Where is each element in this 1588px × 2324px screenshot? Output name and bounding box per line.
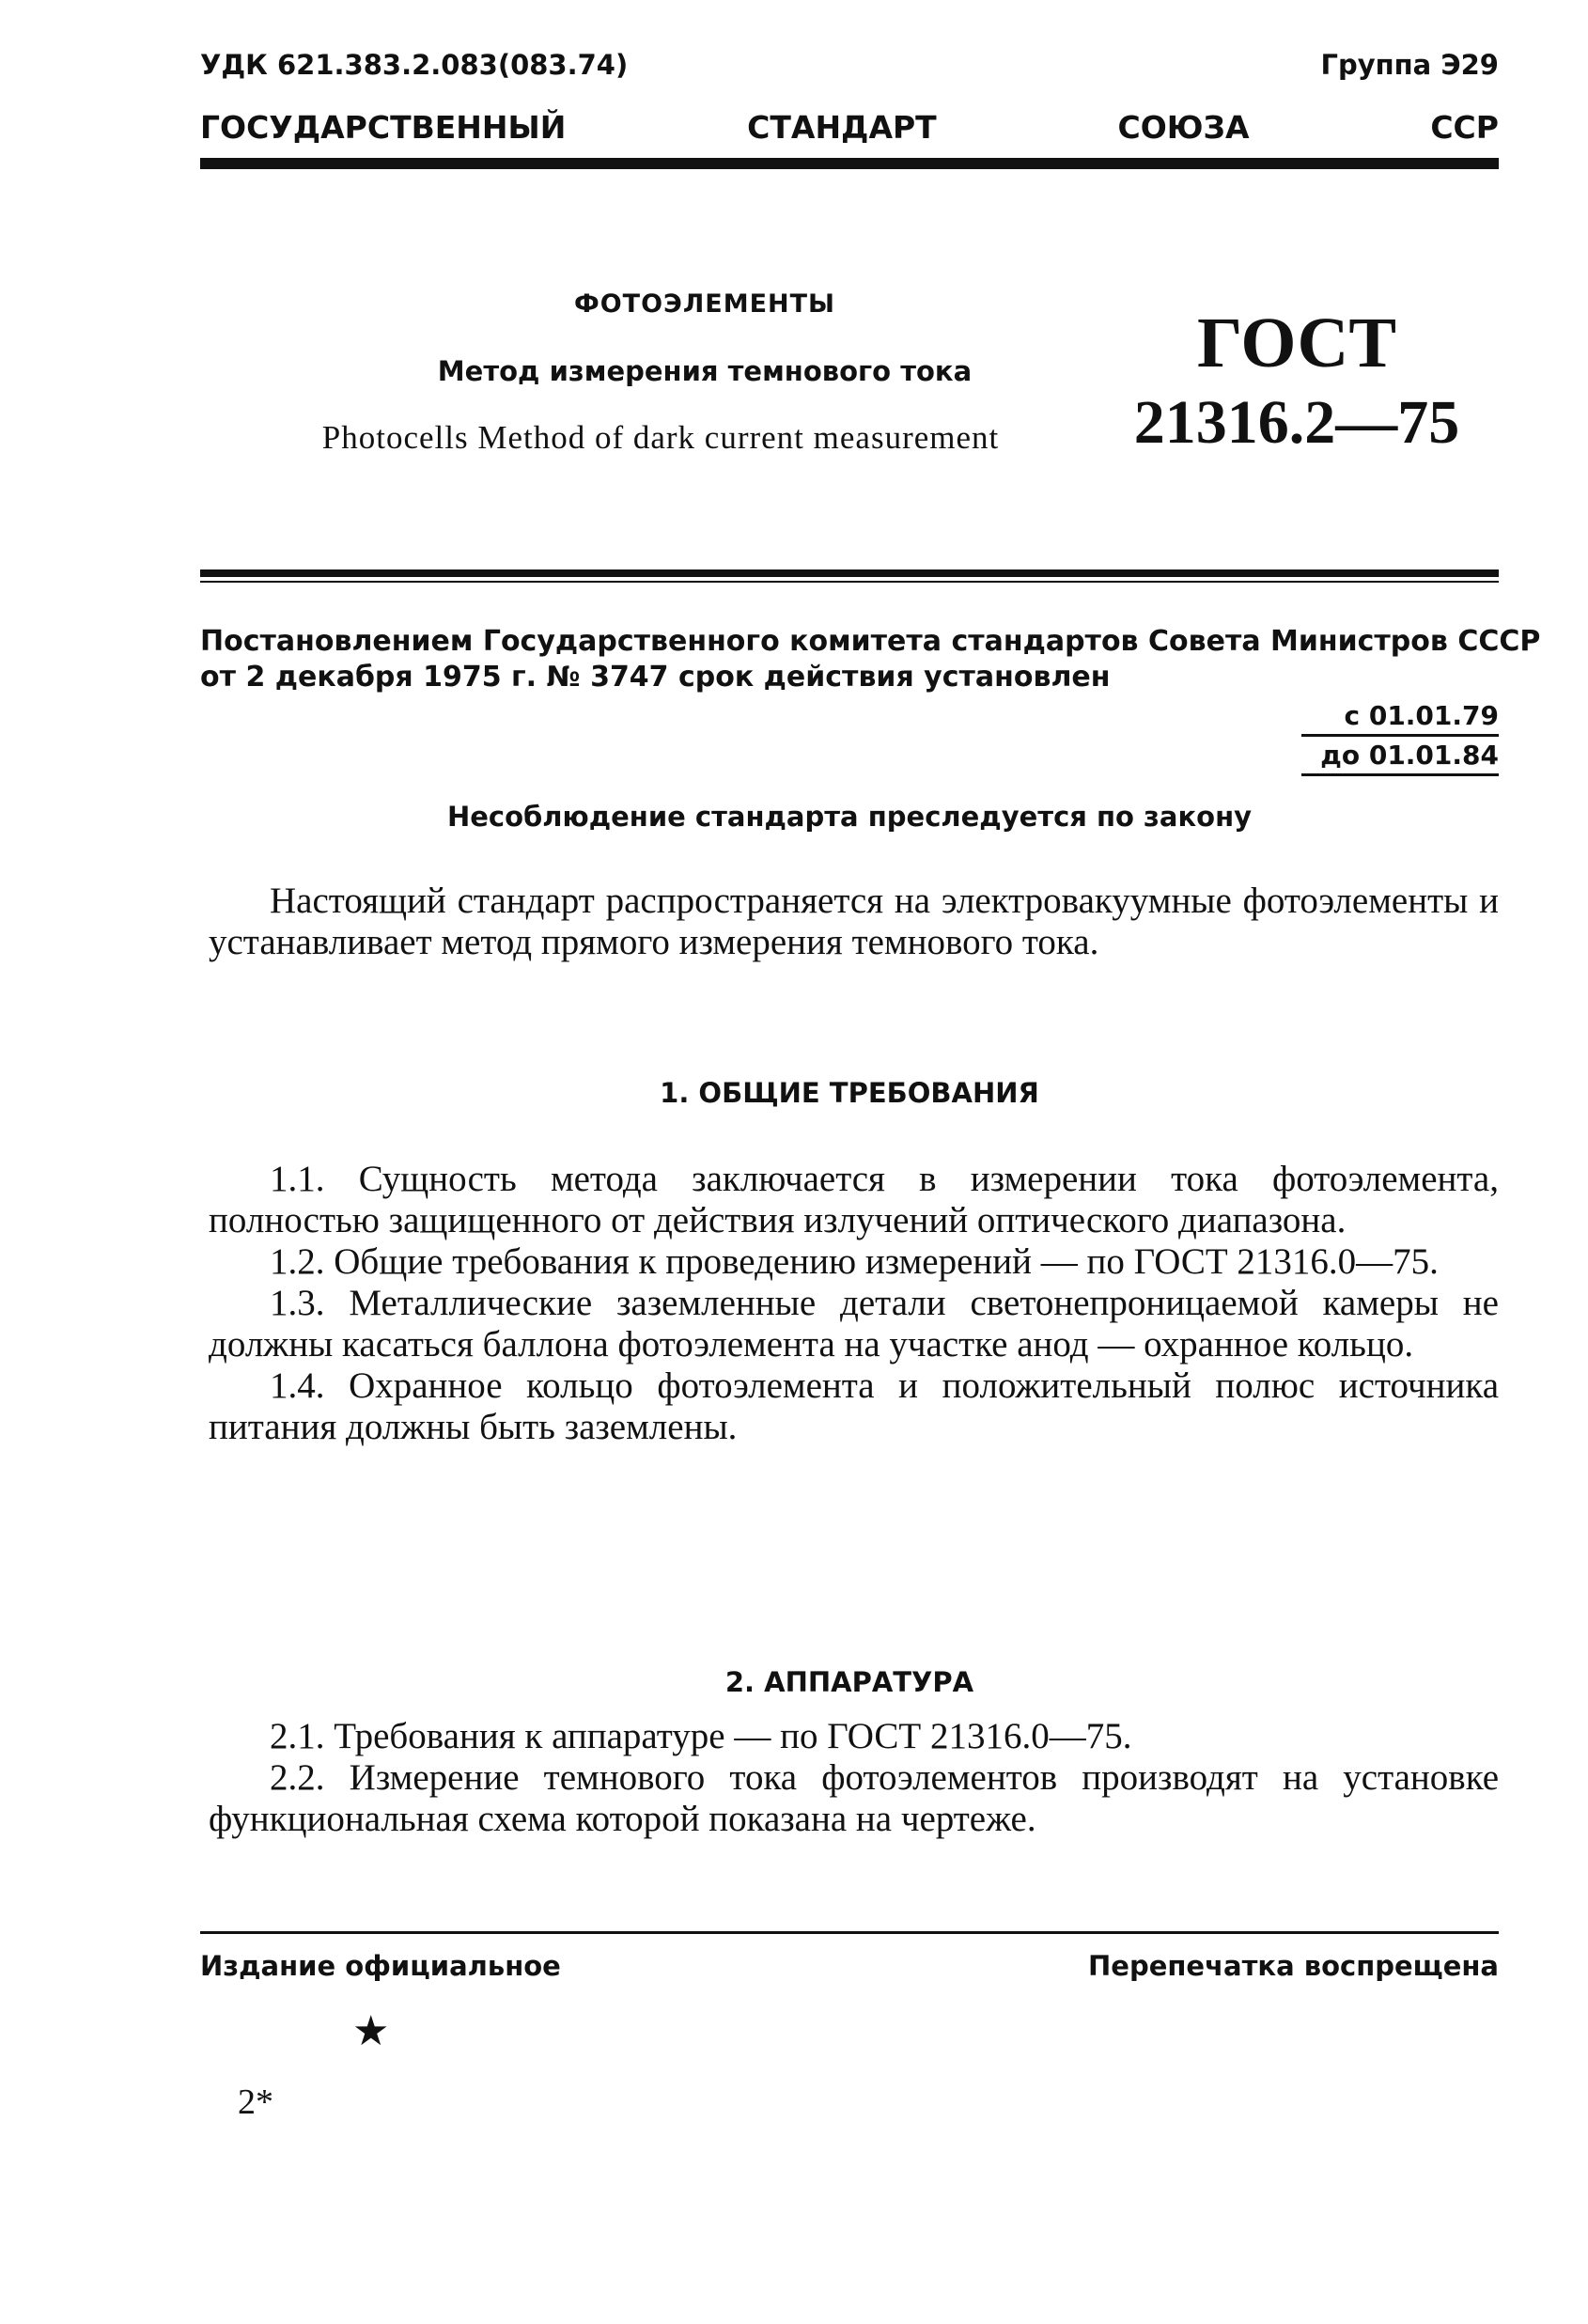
clause-2-1: 2.1. Требования к аппаратуре — по ГОСТ 21316.0—75. — [270, 1716, 1132, 1756]
section-rule-thin — [200, 581, 1499, 583]
clause-1-2: 1.2. Общие требования к проведению измерений — по ГОСТ 21316.0—75. — [270, 1241, 1439, 1282]
clause-2-2: 2.2. Измерение темнового тока фотоэлементов производят на установке функциональная схема которой показана на чертеже. — [209, 1757, 1499, 1839]
document-title: ФОТОЭЛЕМЕНТЫ — [573, 289, 836, 319]
banner-word: ГОСУДАРСТВЕННЫЙ — [200, 109, 567, 146]
valid-to-date: до 01.01.84 — [1320, 740, 1499, 771]
footer-rule — [200, 1931, 1499, 1934]
document-subtitle: Метод измерения темнового тока — [437, 355, 973, 387]
section-2-heading: 2. АППАРАТУРА — [724, 1666, 974, 1698]
group-code: Группа Э29 — [1320, 49, 1499, 81]
official-edition-label: Издание официальное — [200, 1950, 561, 1982]
page-signature-mark: 2* — [238, 2082, 273, 2122]
clause-1-4: 1.4. Охранное кольцо фотоэлемента и положительный полюс источника питания должны быть заземлены. — [209, 1365, 1499, 1447]
section-2-body — [209, 1716, 1499, 1840]
gost-number: 21316.2—75 — [1133, 388, 1460, 457]
udk-code: УДК 621.383.2.083(083.74) — [200, 49, 629, 81]
decree-line-1: Постановлением Государственного комитета стандартов Совета Министров СССР — [200, 625, 1541, 658]
star-icon: ★ — [352, 2008, 390, 2054]
intro-paragraph — [209, 881, 1499, 963]
valid-from-date: с 01.01.79 — [1344, 700, 1499, 731]
gost-label: ГОСТ — [1196, 304, 1397, 382]
banner-word: ССР — [1430, 109, 1499, 146]
clause-1-3: 1.3. Металлические заземленные детали светонепроницаемой камеры не должны касаться баллона фотоэлемента на участке анод — охранное кольцо. — [209, 1283, 1499, 1365]
section-1-body — [209, 1159, 1499, 1448]
legal-notice: Несоблюдение стандарта преследуется по закону — [446, 801, 1253, 833]
clause-1-1: 1.1. Сущность метода заключается в измерении тока фотоэлемента, полностью защищенного от действия излучений оптического диапазона. — [209, 1159, 1499, 1240]
top-rule — [200, 158, 1499, 169]
section-rule — [200, 569, 1499, 577]
state-standard-banner — [200, 109, 1499, 146]
valid-date-rule — [1301, 773, 1499, 776]
intro-text: Настоящий стандарт распространяется на электровакуумные фотоэлементы и устанавливает метод прямого измерения темнового тока. — [209, 881, 1499, 962]
section-1-heading: 1. ОБЩИЕ ТРЕБОВАНИЯ — [660, 1077, 1039, 1109]
banner-word: СОЮЗА — [1117, 109, 1250, 146]
reprint-prohibited-label: Перепечатка воспрещена — [1088, 1950, 1499, 1982]
valid-date-rule — [1301, 734, 1499, 737]
decree-line-2: от 2 декабря 1975 г. № 3747 срок действия установлен — [200, 661, 1111, 694]
english-title: Photocells Method of dark current measurement — [321, 419, 1000, 456]
banner-word: СТАНДАРТ — [747, 109, 937, 146]
